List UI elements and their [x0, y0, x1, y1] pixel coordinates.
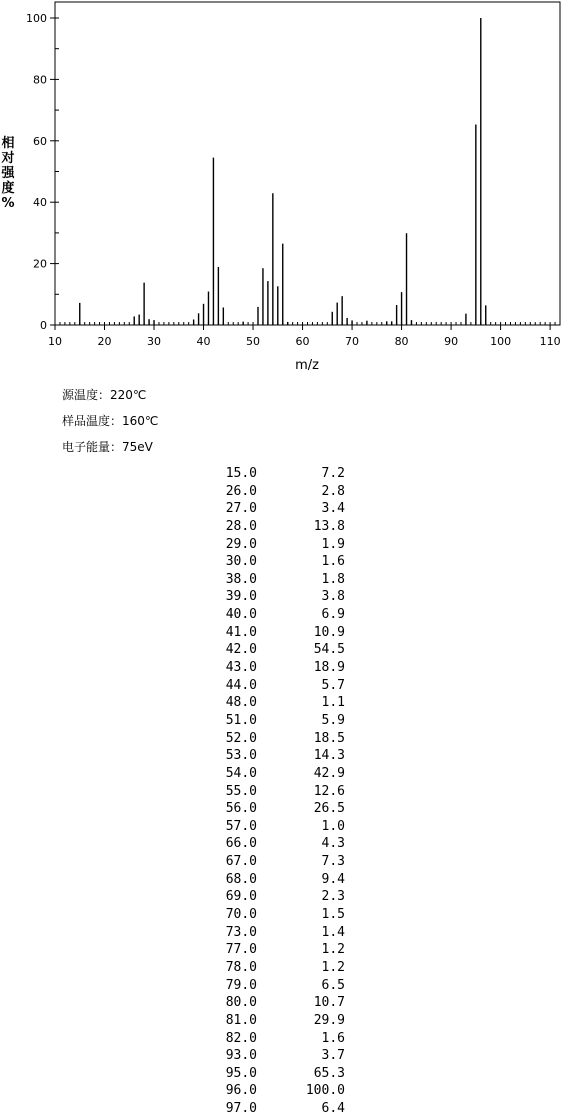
- y-axis-label-char: 度: [1, 181, 15, 196]
- table-row: [205, 677, 345, 695]
- condition-label: 样品温度：: [62, 414, 123, 428]
- table-row: [205, 694, 345, 712]
- intensity-value: 14.3: [313, 748, 345, 764]
- table-row: [205, 1047, 345, 1065]
- mz-value: 30.0: [225, 554, 257, 570]
- y-tick-label: 40: [33, 196, 47, 210]
- intensity-value: 5.9: [321, 712, 345, 728]
- table-row: [205, 941, 345, 959]
- mz-value: 15.0: [225, 466, 257, 481]
- intensity-value: 3.7: [321, 1048, 345, 1064]
- mz-value: 95.0: [225, 1065, 257, 1081]
- table-row: [205, 553, 345, 571]
- intensity-value: 6.9: [321, 607, 345, 623]
- table-row: [205, 571, 345, 589]
- mz-value: 82.0: [225, 1030, 257, 1046]
- mz-value: 26.0: [225, 483, 257, 499]
- mz-value: 43.0: [225, 660, 257, 676]
- peak-table: [205, 465, 345, 1118]
- mz-value: 69.0: [225, 889, 257, 905]
- intensity-value: 2.3: [321, 889, 345, 905]
- condition-label: 电子能量：: [62, 440, 123, 454]
- table-row: [205, 518, 345, 536]
- mz-value: 29.0: [225, 536, 257, 552]
- table-row: [205, 888, 345, 906]
- intensity-value: 1.4: [321, 924, 345, 940]
- intensity-value: 4.3: [321, 836, 345, 852]
- intensity-value: 1.0: [321, 818, 345, 834]
- table-row: [205, 465, 345, 483]
- intensity-value: 1.1: [321, 695, 345, 711]
- mz-value: 93.0: [225, 1048, 257, 1064]
- mz-value: 39.0: [225, 589, 257, 605]
- x-tick-label: 80: [394, 335, 409, 348]
- mz-value: 54.0: [225, 765, 257, 781]
- intensity-value: 6.5: [321, 977, 345, 993]
- experiment-conditions: [62, 382, 158, 460]
- table-row: [205, 835, 345, 853]
- mz-value: 40.0: [225, 607, 257, 623]
- condition-value: 220℃: [110, 388, 147, 402]
- mz-value: 48.0: [225, 695, 257, 711]
- y-axis-label: [1, 136, 15, 211]
- table-row: [205, 959, 345, 977]
- spectrum-peaks: [80, 18, 486, 325]
- table-row: [205, 588, 345, 606]
- intensity-value: 1.2: [321, 959, 345, 975]
- intensity-value: 1.5: [321, 907, 345, 923]
- intensity-value: 10.9: [313, 624, 345, 640]
- x-tick-label: 70: [345, 335, 360, 348]
- mz-value: 67.0: [225, 854, 257, 870]
- mz-value: 28.0: [225, 518, 257, 534]
- intensity-value: 13.8: [313, 518, 345, 534]
- x-tick-label: 20: [97, 335, 112, 348]
- condition-sample-temp: [62, 408, 158, 434]
- mz-value: 41.0: [225, 624, 257, 640]
- y-tick-label: 60: [33, 134, 47, 148]
- table-row: [205, 924, 345, 942]
- y-tick-label: 20: [33, 257, 47, 271]
- mz-value: 53.0: [225, 748, 257, 764]
- mz-value: 97.0: [225, 1101, 257, 1117]
- mz-value: 51.0: [225, 712, 257, 728]
- y-tick-label: 80: [33, 73, 47, 87]
- mz-value: 81.0: [225, 1012, 257, 1028]
- intensity-value: 1.8: [321, 571, 345, 587]
- condition-value: 160℃: [122, 414, 159, 428]
- table-row: [205, 712, 345, 730]
- intensity-value: 7.3: [321, 854, 345, 870]
- intensity-value: 7.2: [321, 466, 345, 481]
- mz-value: 66.0: [225, 836, 257, 852]
- mz-value: 57.0: [225, 818, 257, 834]
- intensity-value: 18.5: [313, 730, 345, 746]
- mz-value: 96.0: [225, 1083, 257, 1099]
- condition-electron-energy: [62, 434, 158, 460]
- intensity-value: 2.8: [321, 483, 345, 499]
- y-axis-label-char: 强: [1, 166, 15, 181]
- intensity-value: 29.9: [313, 1012, 345, 1028]
- y-axis-label-char: 对: [1, 151, 15, 166]
- minor-ticks: [55, 18, 560, 325]
- y-axis-ticks: [26, 12, 55, 332]
- mz-value: 52.0: [225, 730, 257, 746]
- table-row: [205, 994, 345, 1012]
- table-row: [205, 606, 345, 624]
- intensity-value: 26.5: [313, 801, 345, 817]
- mz-value: 42.0: [225, 642, 257, 658]
- table-row: [205, 1012, 345, 1030]
- y-tick-label: 100: [26, 12, 47, 25]
- table-row: [205, 871, 345, 889]
- intensity-value: 54.5: [313, 642, 345, 658]
- table-row: [205, 1100, 345, 1118]
- table-row: [205, 624, 345, 642]
- table-row: [205, 659, 345, 677]
- intensity-value: 1.2: [321, 942, 345, 958]
- x-tick-label: 10: [48, 335, 62, 348]
- intensity-value: 10.7: [313, 995, 345, 1011]
- intensity-value: 1.6: [321, 554, 345, 570]
- x-tick-label: 40: [196, 335, 211, 348]
- intensity-value: 42.9: [313, 765, 345, 781]
- mz-value: 38.0: [225, 571, 257, 587]
- x-tick-label: 110: [539, 335, 561, 348]
- x-tick-label: 60: [295, 335, 310, 348]
- mz-value: 44.0: [225, 677, 257, 693]
- table-row: [205, 853, 345, 871]
- mz-value: 77.0: [225, 942, 257, 958]
- mz-value: 27.0: [225, 501, 257, 517]
- table-row: [205, 977, 345, 995]
- table-row: [205, 906, 345, 924]
- table-row: [205, 800, 345, 818]
- mz-value: 78.0: [225, 959, 257, 975]
- y-axis-label-char: 相: [1, 136, 15, 151]
- plot-frame: [55, 2, 560, 325]
- y-tick-label: 0: [40, 319, 47, 332]
- intensity-value: 1.9: [321, 536, 345, 552]
- intensity-value: 3.4: [321, 501, 345, 517]
- intensity-value: 18.9: [313, 660, 345, 676]
- mz-value: 68.0: [225, 871, 257, 887]
- mz-value: 56.0: [225, 801, 257, 817]
- mass-spectrum-chart: [0, 0, 570, 380]
- intensity-value: 65.3: [313, 1065, 345, 1081]
- table-row: [205, 1082, 345, 1100]
- x-axis-ticks: [48, 325, 561, 348]
- mz-value: 79.0: [225, 977, 257, 993]
- mz-value: 80.0: [225, 995, 257, 1011]
- table-row: [205, 641, 345, 659]
- intensity-value: 6.4: [321, 1101, 345, 1117]
- table-row: [205, 500, 345, 518]
- table-row: [205, 536, 345, 554]
- intensity-value: 1.6: [321, 1030, 345, 1046]
- condition-value: 75eV: [122, 440, 153, 454]
- table-row: [205, 747, 345, 765]
- condition-source-temp: [62, 382, 158, 408]
- x-axis-label: m/z: [295, 358, 319, 373]
- y-axis-label-char: %: [1, 196, 15, 211]
- intensity-value: 9.4: [321, 871, 345, 887]
- table-row: [205, 1030, 345, 1048]
- x-tick-label: 50: [246, 335, 261, 348]
- mz-value: 73.0: [225, 924, 257, 940]
- intensity-value: 3.8: [321, 589, 345, 605]
- x-tick-label: 90: [444, 335, 459, 348]
- table-row: [205, 783, 345, 801]
- x-tick-label: 100: [490, 335, 512, 348]
- table-row: [205, 1065, 345, 1083]
- intensity-value: 5.7: [321, 677, 345, 693]
- x-tick-label: 30: [147, 335, 162, 348]
- mz-value: 70.0: [225, 907, 257, 923]
- table-row: [205, 483, 345, 501]
- intensity-value: 12.6: [313, 783, 345, 799]
- table-row: [205, 765, 345, 783]
- table-row: [205, 818, 345, 836]
- intensity-value: 100.0: [305, 1083, 345, 1099]
- mz-value: 55.0: [225, 783, 257, 799]
- table-row: [205, 730, 345, 748]
- condition-label: 源温度：: [62, 388, 111, 402]
